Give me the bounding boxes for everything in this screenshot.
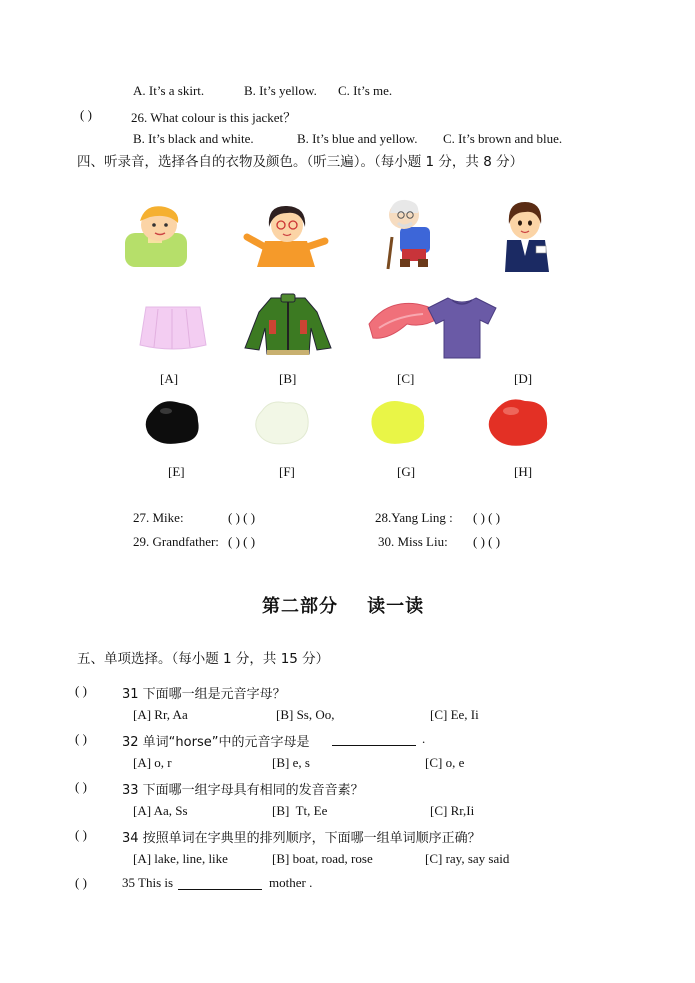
color-label-f: [F] [279,464,295,479]
q25-option-a: A. It’s a skirt. [133,83,205,98]
tshirt-illustration [426,294,498,360]
q26-option-a: B. It’s black and white. [133,131,254,146]
q34-answer-paren[interactable]: ( ) [75,827,87,842]
jacket-illustration [243,292,333,358]
q34-option-b: [B] boat, road, rose [272,851,373,866]
clothes-label-d: [D] [514,371,533,386]
color-blob-red [485,395,551,451]
q25-option-b: B. It’s yellow. [244,83,317,98]
q26-option-b: B. It’s blue and yellow. [297,131,418,146]
section5-heading: 五、单项选择。（每小题 1 分，共 15 分） [77,651,330,667]
q26-answer-paren[interactable]: ( ) [80,107,92,122]
section4-heading: 四、听录音，选择各自的衣物及颜色。（听三遍）。（每小题 1 分，共 8 分） [77,154,524,170]
q27-label: 27. Mike: [133,510,184,525]
q26-option-c: C. It’s brown and blue. [443,131,563,146]
skirt-illustration [138,303,208,353]
q25-option-c: C. It’s me. [338,83,393,98]
q33-question: 33 下面哪一组字母具有相同的发音音素？ [122,783,364,798]
q35-fill-blank[interactable] [178,877,262,890]
q32-answer-paren[interactable]: ( ) [75,731,87,746]
q35-answer-paren[interactable]: ( ) [75,875,87,890]
q34-question: 34 按照单词在字典里的排列顺序，下面哪一组单词顺序正确？ [122,831,481,846]
q29-blanks[interactable]: ( ) ( ) [228,534,256,549]
clothes-label-b: [B] [279,371,297,386]
q35-tail: mother . [269,875,313,890]
q35-question: 35 This is [122,875,174,890]
color-label-h: [H] [514,464,533,479]
q30-label: 30. Miss Liu: [378,534,448,549]
q33-option-b: [B] Tt, Ee [272,803,328,818]
q32-option-a: [A] o, r [133,755,172,770]
clothes-label-c: [C] [397,371,415,386]
q27-blanks[interactable]: ( ) ( ) [228,510,256,525]
q34-option-c: [C] ray, say said [425,851,510,866]
clothes-label-a: [A] [160,371,179,386]
grandfather-illustration [380,197,440,269]
color-label-e: [E] [168,464,185,479]
q31-option-b: [B] Ss, Oo, [276,707,335,722]
q31-option-a: [A] Rr, Aa [133,707,188,722]
girl-yang-ling-illustration [245,203,330,268]
color-blob-black [142,397,202,447]
q30-blanks[interactable]: ( ) ( ) [473,534,501,549]
q34-option-a: [A] lake, line, like [133,851,228,866]
q31-question: 31 下面哪一组是元音字母？ [122,687,286,702]
q32-fill-blank[interactable] [332,733,416,746]
q32-option-b: [B] e, s [272,755,310,770]
q32-question: 32 单词“horse”中的元音字母是 [122,735,310,750]
q31-option-c: [C] Ee, Ii [430,707,479,722]
q33-answer-paren[interactable]: ( ) [75,779,87,794]
color-blob-white [252,397,312,449]
q28-label: 28.Yang Ling : [375,510,453,525]
miss-liu-illustration [497,200,557,272]
q32-period: . [422,731,426,746]
color-blob-yellow [368,397,428,449]
q29-label: 29. Grandfather: [133,534,219,549]
color-label-g: [G] [397,464,416,479]
q28-blanks[interactable]: ( ) ( ) [473,510,501,525]
q33-option-c: [C] Rr,Ii [430,803,475,818]
boy-mike-illustration [120,203,195,268]
q26-question: 26. What colour is this jacket？ [131,110,297,125]
q33-option-a: [A] Aa, Ss [133,803,188,818]
q31-answer-paren[interactable]: ( ) [75,683,87,698]
q32-option-c: [C] o, e [425,755,465,770]
part2-title: 第二部分 读一读 [262,596,425,617]
